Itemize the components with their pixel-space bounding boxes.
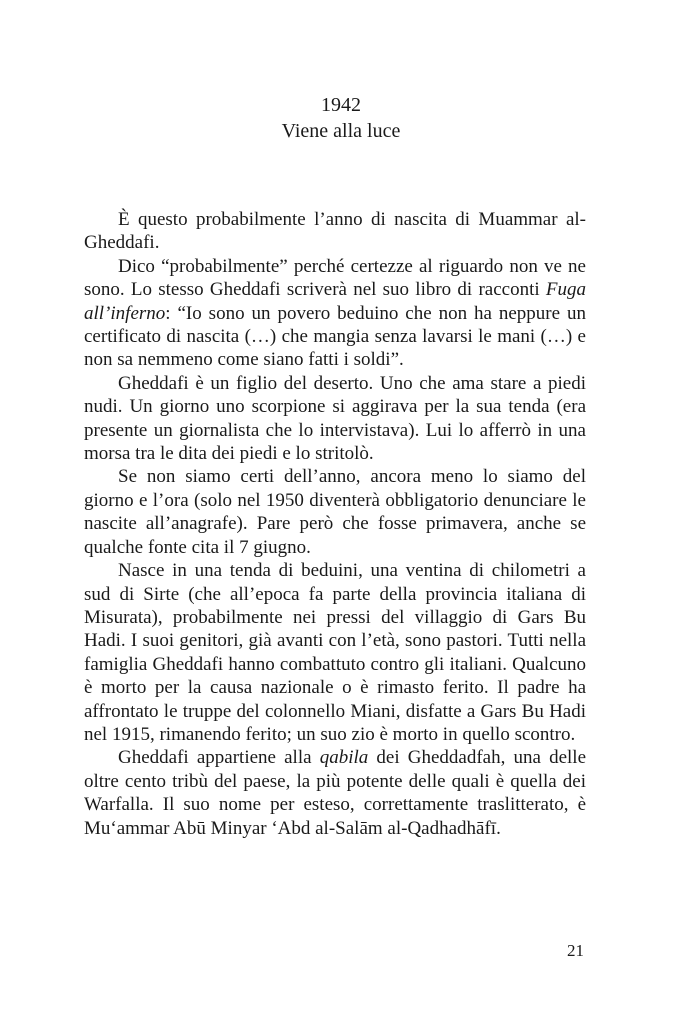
paragraph-text: Nasce in una tenda di beduini, una ventina di chilometri a sud di Sirte (che all’epoca fa parte della provincia italiana di Misurata), probabilmente nei pressi del villaggio di Gars Bu Hadi. I suoi genitori, già avanti con l’età, sono pastori. Tutti nella famiglia Gheddafi hanno combattuto contro gli italiani. Qualcuno è morto per la causa nazionale o è rimasto ferito. Il padre ha affrontato le truppe del colonnello Miani, disfatte a Gars Bu Hadi nel 1915, rimanendo ferito; un suo zio è morto in quello scontro. <box>84 560 586 745</box>
paragraph <box>84 465 586 559</box>
paragraph <box>84 746 586 840</box>
paragraph-text: Se non siamo certi dell’anno, ancora meno lo siamo del giorno e l’ora (solo nel 1950 diventerà obbligatorio denunciare le nascite all’anagrafe). Pare però che fosse primavera, anche se qualche fonte cita il 7 giugno. <box>84 466 586 558</box>
paragraph <box>84 559 586 746</box>
book-title-italic: Fuga all’inferno <box>84 279 586 324</box>
paragraph-text: Gheddafi è un figlio del deserto. Uno che ama stare a piedi nudi. Un giorno uno scorpione si aggirava per la sua tenda (era presente un giornalista che lo intervistava). Lui lo afferrò in una morsa tra le dita dei piedi e lo stritolò. <box>84 372 586 465</box>
page-number: 21 <box>567 941 584 960</box>
chapter-title: Viene alla luce <box>281 120 401 142</box>
paragraph-text: : “Io sono un povero beduino che non ha neppure un certificato di nascita (…) che mangia senza lavarsi le mani (…) e non sa nemmeno come siano fatti i soldi”. <box>84 302 586 371</box>
paragraph <box>84 255 586 372</box>
paragraph-text: Gheddafi appartiene alla <box>118 747 320 769</box>
paragraph-text: È questo probabilmente l’anno di nascita di Muammar al-Gheddafi. <box>84 209 586 254</box>
paragraph <box>84 208 586 255</box>
paragraph <box>84 372 586 466</box>
chapter-year: 1942 <box>321 94 361 116</box>
body-text <box>84 208 586 840</box>
paragraph-text: dei Gheddadfah, una delle oltre cento tribù del paese, la più potente delle quali è quella dei Warfalla. Il suo nome per esteso, correttamente traslitterato, è Mu‘ammar Abū Minyar ‘Abd al-Salām al-Qadhadhāfī. <box>84 747 587 839</box>
paragraph-text: Dico “probabilmente” perché certezze al riguardo non ve ne sono. Lo stesso Gheddafi scriverà nel suo libro di racconti <box>84 255 586 301</box>
term-italic: qabila <box>319 747 369 769</box>
chapter-heading <box>0 92 682 144</box>
